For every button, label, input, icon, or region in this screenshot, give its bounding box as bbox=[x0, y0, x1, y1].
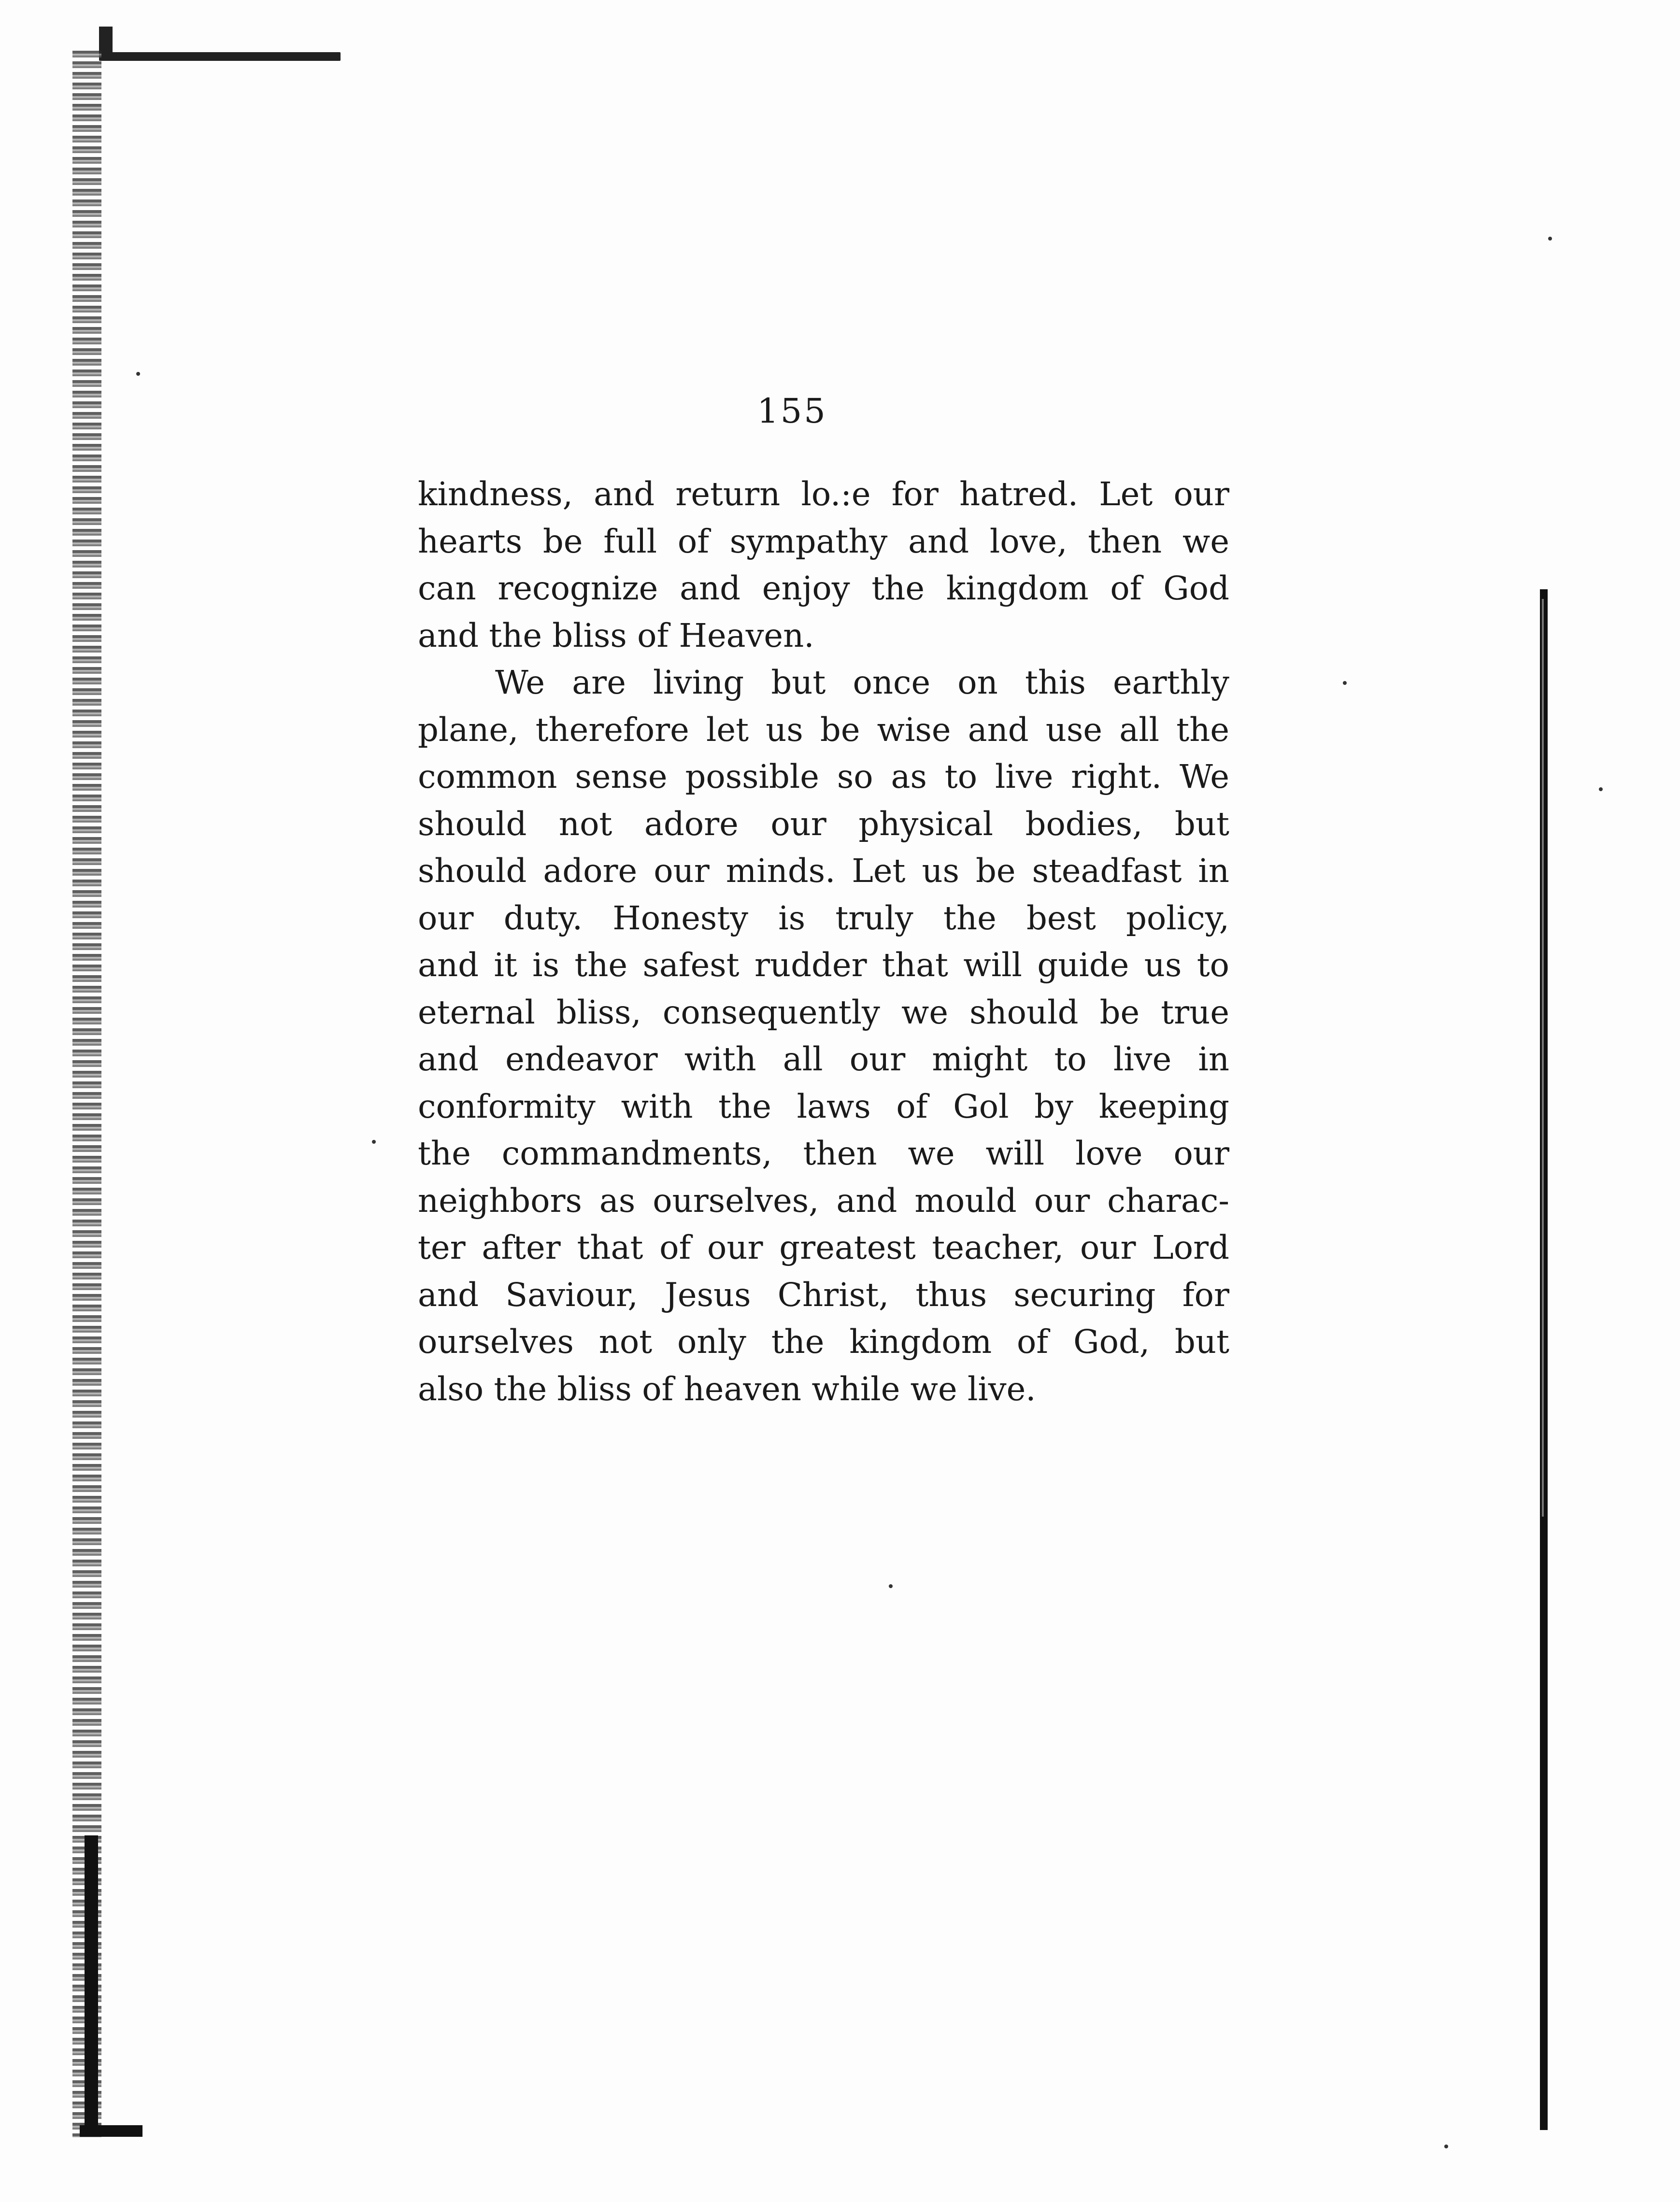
scan-speck bbox=[1444, 2145, 1448, 2148]
text-line: should not adore our physical bodies, but bbox=[418, 805, 1229, 843]
scan-speck bbox=[136, 372, 140, 376]
text-line: also the bliss of heaven while we live. bbox=[418, 1370, 1036, 1408]
text-line: plane, therefore let us be wise and use all the bbox=[418, 710, 1229, 749]
text-line: and it is the safest rudder that will guide us to bbox=[418, 946, 1229, 984]
scan-speck bbox=[372, 1140, 376, 1144]
body-text bbox=[418, 471, 1229, 1413]
text-line: and the bliss of Heaven. bbox=[418, 616, 814, 654]
text-line: can recognize and enjoy the kingdom of God bbox=[418, 569, 1229, 607]
scan-right-page-edge bbox=[1540, 589, 1548, 2130]
scan-left-binding-edge bbox=[72, 51, 101, 2137]
text-line: our duty. Honesty is truly the best policy, bbox=[418, 899, 1229, 937]
paragraph bbox=[418, 471, 1229, 659]
text-line: the commandments, then we will love our bbox=[418, 1135, 1229, 1172]
scan-bottom-corner-mark bbox=[80, 2125, 142, 2137]
text-line: eternal bliss, consequently we should be true bbox=[418, 993, 1229, 1031]
scan-speck bbox=[1548, 237, 1552, 241]
text-line: hearts be full of sympathy and love, then we bbox=[418, 522, 1229, 560]
text-line: and Saviour, Jesus Christ, thus securing for bbox=[418, 1276, 1229, 1314]
text-line: and endeavor with all our might to live in bbox=[418, 1040, 1229, 1078]
scan-top-edge-mark bbox=[99, 52, 341, 61]
text-line: ter after that of our greatest teacher, our Lord bbox=[418, 1229, 1229, 1266]
paragraph bbox=[418, 659, 1229, 1413]
text-line: ourselves not only the kingdom of God, but bbox=[418, 1323, 1229, 1361]
page-number: 155 bbox=[757, 391, 827, 431]
text-line: common sense possible so as to live right. We bbox=[418, 758, 1229, 796]
text-line: neighbors as ourselves, and mould our charac- bbox=[418, 1181, 1229, 1220]
text-line: should adore our minds. Let us be steadfast in bbox=[418, 852, 1229, 890]
scan-left-binding-shadow bbox=[85, 1835, 98, 2135]
scan-speck bbox=[1599, 787, 1603, 791]
text-line: conformity with the laws of Gol by keeping bbox=[418, 1087, 1229, 1125]
text-line: kindness, and return lo.:e for hatred. Let our bbox=[418, 475, 1229, 513]
scan-speck bbox=[889, 1584, 893, 1588]
scan-right-page-edge-highlight bbox=[1542, 599, 1544, 1517]
scan-speck bbox=[1343, 681, 1347, 685]
text-line: We are living but once on this earthly bbox=[495, 664, 1229, 701]
